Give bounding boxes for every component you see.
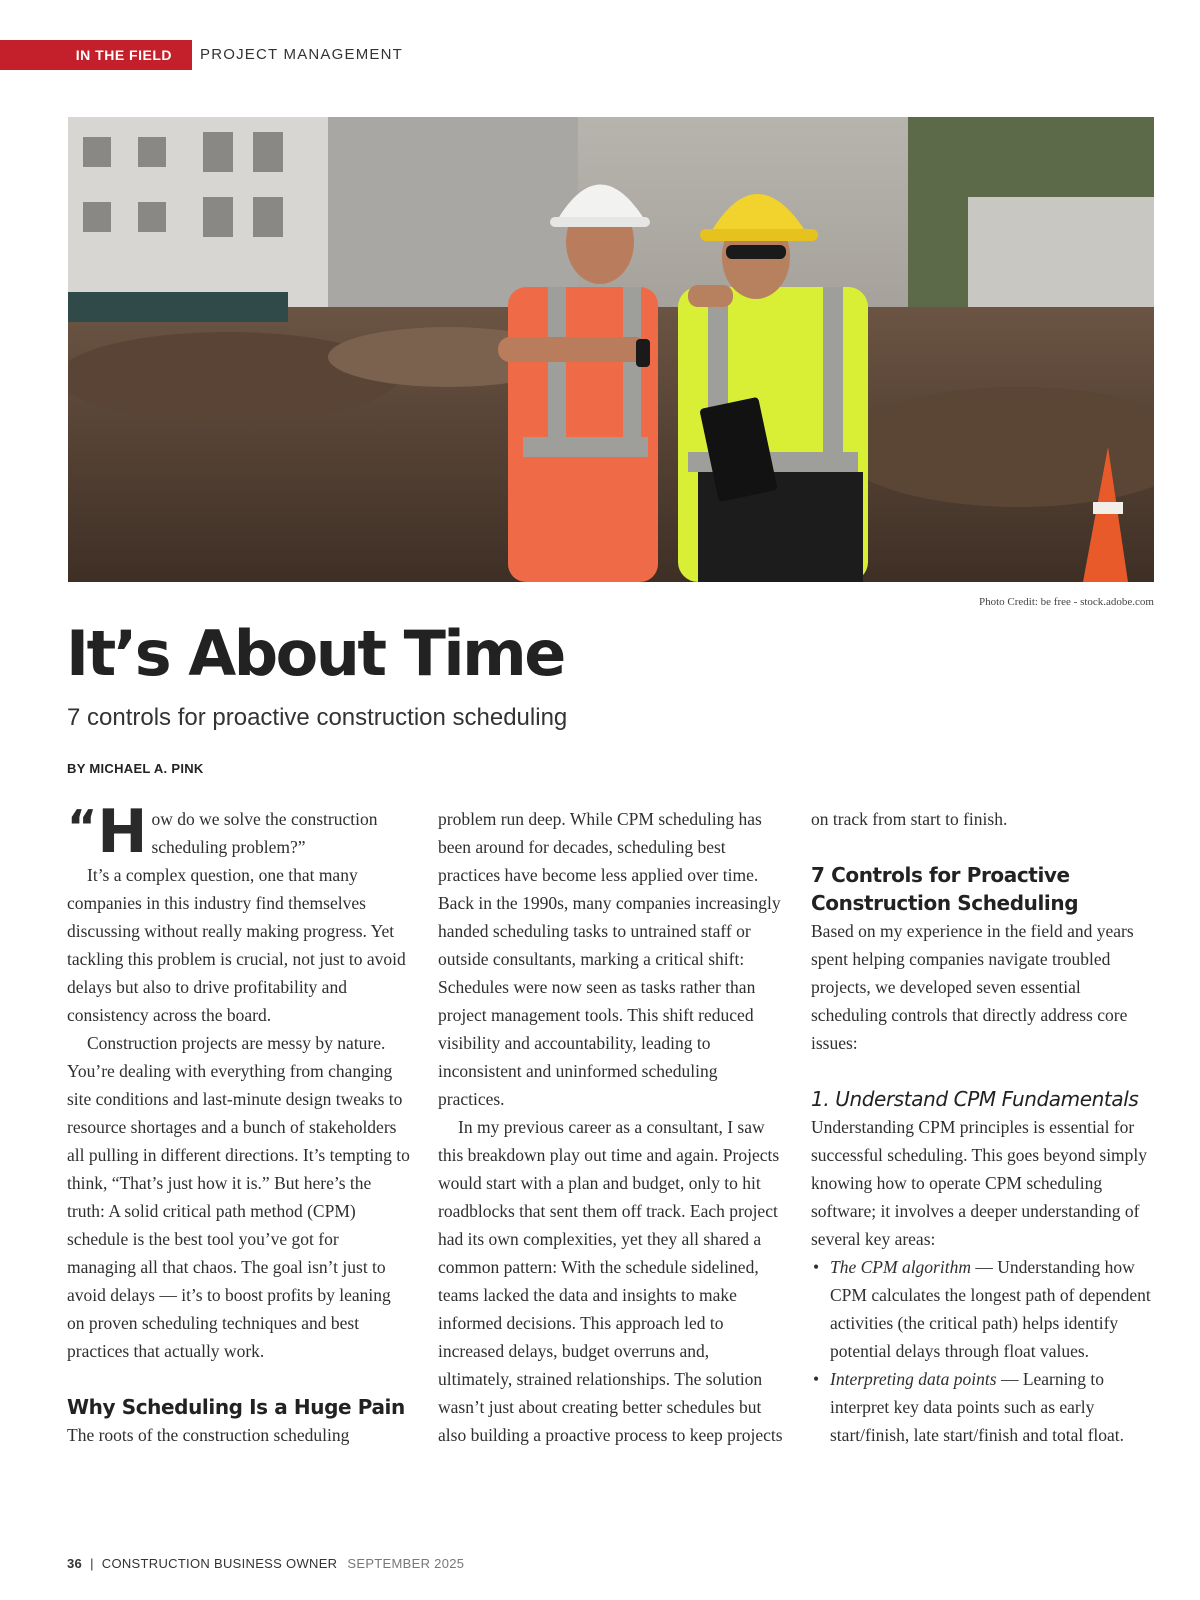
page-number: 36 <box>67 1556 83 1571</box>
subsection-heading: 1. Understand CPM Fundamentals <box>811 1087 1139 1111</box>
list-item <box>811 1253 1156 1365</box>
bullet-list <box>811 1253 1156 1449</box>
paragraph: problem run deep. While CPM scheduling has been around for decades, scheduling best practices have become less applied over time. Back in the 1990s, many companies increasingly handed scheduling tasks to untrained staff or outside consultants, marking a critical shift: Schedules were now seen as tasks rather than project management tools. This shift reduced visibility and accountability, leading to inconsistent and uninformed scheduling practices. <box>438 809 781 1109</box>
drop-quote-mark: “ <box>67 800 98 854</box>
subsection-label: PROJECT MANAGEMENT <box>200 46 404 63</box>
paragraph: In my previous career as a consultant, I saw this breakdown play out time and again. Projects would start with a plan and budget, only to hit roadblocks that sent them off track. Each project had its own complexities, yet they all shared a common pattern: With the schedule sidelined, teams lacked the data and insights to make informed decisions. This approach led to increased delays, budget overruns and, ultimately, strained relationships. The solution wasn’t just about creating better schedules but also building a proactive process to keep projects <box>438 1117 783 1445</box>
paragraph-text: ow do we solve the construction scheduling problem?” <box>151 809 378 857</box>
article-subtitle: 7 controls for proactive construction scheduling <box>67 704 568 731</box>
body-column-2 <box>438 805 783 1449</box>
section-label: IN THE FIELD <box>75 47 172 63</box>
paragraph: It’s a complex question, one that many companies in this industry find themselves discussing without really making progress. Yet tackling this problem is crucial, not just to avoid delays but also to drive profitability and consistency across the board. <box>67 865 406 1025</box>
list-item <box>811 1365 1156 1449</box>
bullet-text: — Understanding how CPM calculates the longest path of dependent activities (the critical path) helps identify potential delays through float values. <box>830 1257 1151 1361</box>
paragraph: Based on my experience in the field and years spent helping companies navigate troubled projects, we developed seven essential scheduling controls that directly address core issues: <box>811 921 1134 1053</box>
bullet-term: The CPM algorithm <box>830 1257 971 1277</box>
paragraph: Understanding CPM principles is essential for successful scheduling. This goes beyond simply knowing how to operate CPM scheduling software; it involves a deeper understanding of several key areas: <box>811 1117 1148 1249</box>
paragraph: on track from start to finish. <box>811 809 1008 829</box>
paragraph: The roots of the construction scheduling <box>67 1425 350 1445</box>
page-footer <box>67 1556 464 1571</box>
body-column-3 <box>811 805 1156 1449</box>
article-title: It’s About Time <box>66 617 564 690</box>
section-heading: Why Scheduling Is a Huge Pain <box>67 1395 405 1419</box>
footer-separator: | <box>90 1556 94 1571</box>
paragraph <box>67 797 412 867</box>
body-column-1 <box>67 797 412 1449</box>
publication-name: CONSTRUCTION BUSINESS OWNER <box>101 1556 338 1571</box>
section-tag <box>0 40 192 70</box>
section-heading: 7 Controls for Proactive Construction Scheduling <box>811 863 1079 915</box>
drop-cap: H <box>97 797 148 867</box>
hero-photo <box>68 117 1154 582</box>
issue-date: SEPTEMBER 2025 <box>347 1556 465 1571</box>
paragraph: Construction projects are messy by nature. You’re dealing with everything from changing site conditions and last-minute design tweaks to resource shortages and a bunch of stakeholders all pulling in different directions. It’s tempting to think, “That’s just how it is.” But here’s the truth: A solid critical path method (CPM) schedule is the best tool you’ve got for managing all that chaos. The goal isn’t just to avoid delays — it’s to boost profits by leaning on proven scheduling techniques and best practices that actually work. <box>67 1033 410 1361</box>
bullet-text: — Learning to interpret key data points such as early start/finish, late start/finish and total float. <box>830 1369 1125 1445</box>
photo-credit: Photo Credit: be free - stock.adobe.com <box>978 596 1154 608</box>
byline: BY MICHAEL A. PINK <box>67 761 204 776</box>
bullet-term: Interpreting data points <box>830 1369 997 1389</box>
